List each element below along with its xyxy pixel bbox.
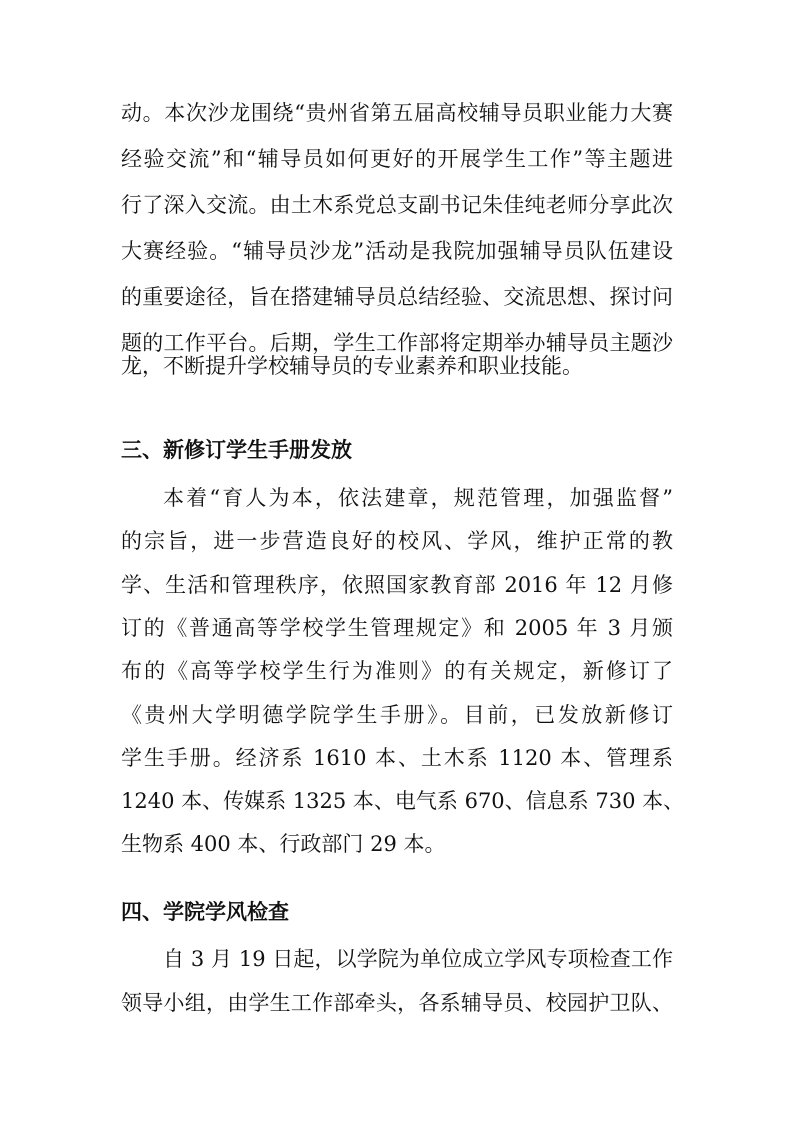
paragraph-line: 生物系 400 本、行政部门 29 本。 (121, 832, 446, 856)
paragraph-line: 龙，不断提升学校辅导员的专业素养和职业技能。 (121, 354, 583, 378)
paragraph-line: 订的《普通高等学校学生管理规定》和 2005 年 3 月颁 (121, 616, 673, 640)
paragraph-line: 学生手册。经济系 1610 本、土木系 1120 本、管理系 (121, 746, 673, 770)
section-heading-4: 四、学院学风检查 (121, 900, 289, 924)
paragraph-line: 大赛经验。“辅导员沙龙”活动是我院加强辅导员队伍建设 (121, 239, 673, 263)
paragraph-line: 本着“育人为本，依法建章，规范管理，加强监督” (163, 486, 673, 510)
paragraph-line: 学、生活和管理秩序，依照国家教育部 2016 年 12 月修 (121, 573, 673, 597)
paragraph-line: 动。本次沙龙围绕“贵州省第五届高校辅导员职业能力大赛 (121, 101, 673, 125)
paragraph-line: 1240 本、传媒系 1325 本、电气系 670、信息系 730 本、 (121, 789, 685, 813)
paragraph-line: 经验交流”和“辅导员如何更好的开展学生工作”等主题进 (121, 147, 673, 171)
paragraph-line: 领导小组，由学生工作部牵头，各系辅导员、校园护卫队、 (121, 991, 673, 1015)
paragraph-line: 自 3 月 19 日起，以学院为单位成立学风专项检查工作 (163, 947, 673, 971)
paragraph-line: 题的工作平台。后期，学生工作部将定期举办辅导员主题沙 (121, 331, 673, 355)
paragraph-line: 的宗旨，进一步营造良好的校风、学风，维护正常的教 (121, 529, 673, 553)
paragraph-line: 的重要途径，旨在搭建辅导员总结经验、交流思想、探讨问 (121, 285, 673, 309)
paragraph-line: 《贵州大学明德学院学生手册》。目前，已发放新修订 (121, 703, 673, 727)
paragraph-line: 行了深入交流。由土木系党总支副书记朱佳纯老师分享此次 (121, 193, 673, 217)
section-heading-3: 三、新修订学生手册发放 (121, 438, 352, 462)
paragraph-line: 布的《高等学校学生行为准则》的有关规定，新修订了 (121, 659, 673, 683)
